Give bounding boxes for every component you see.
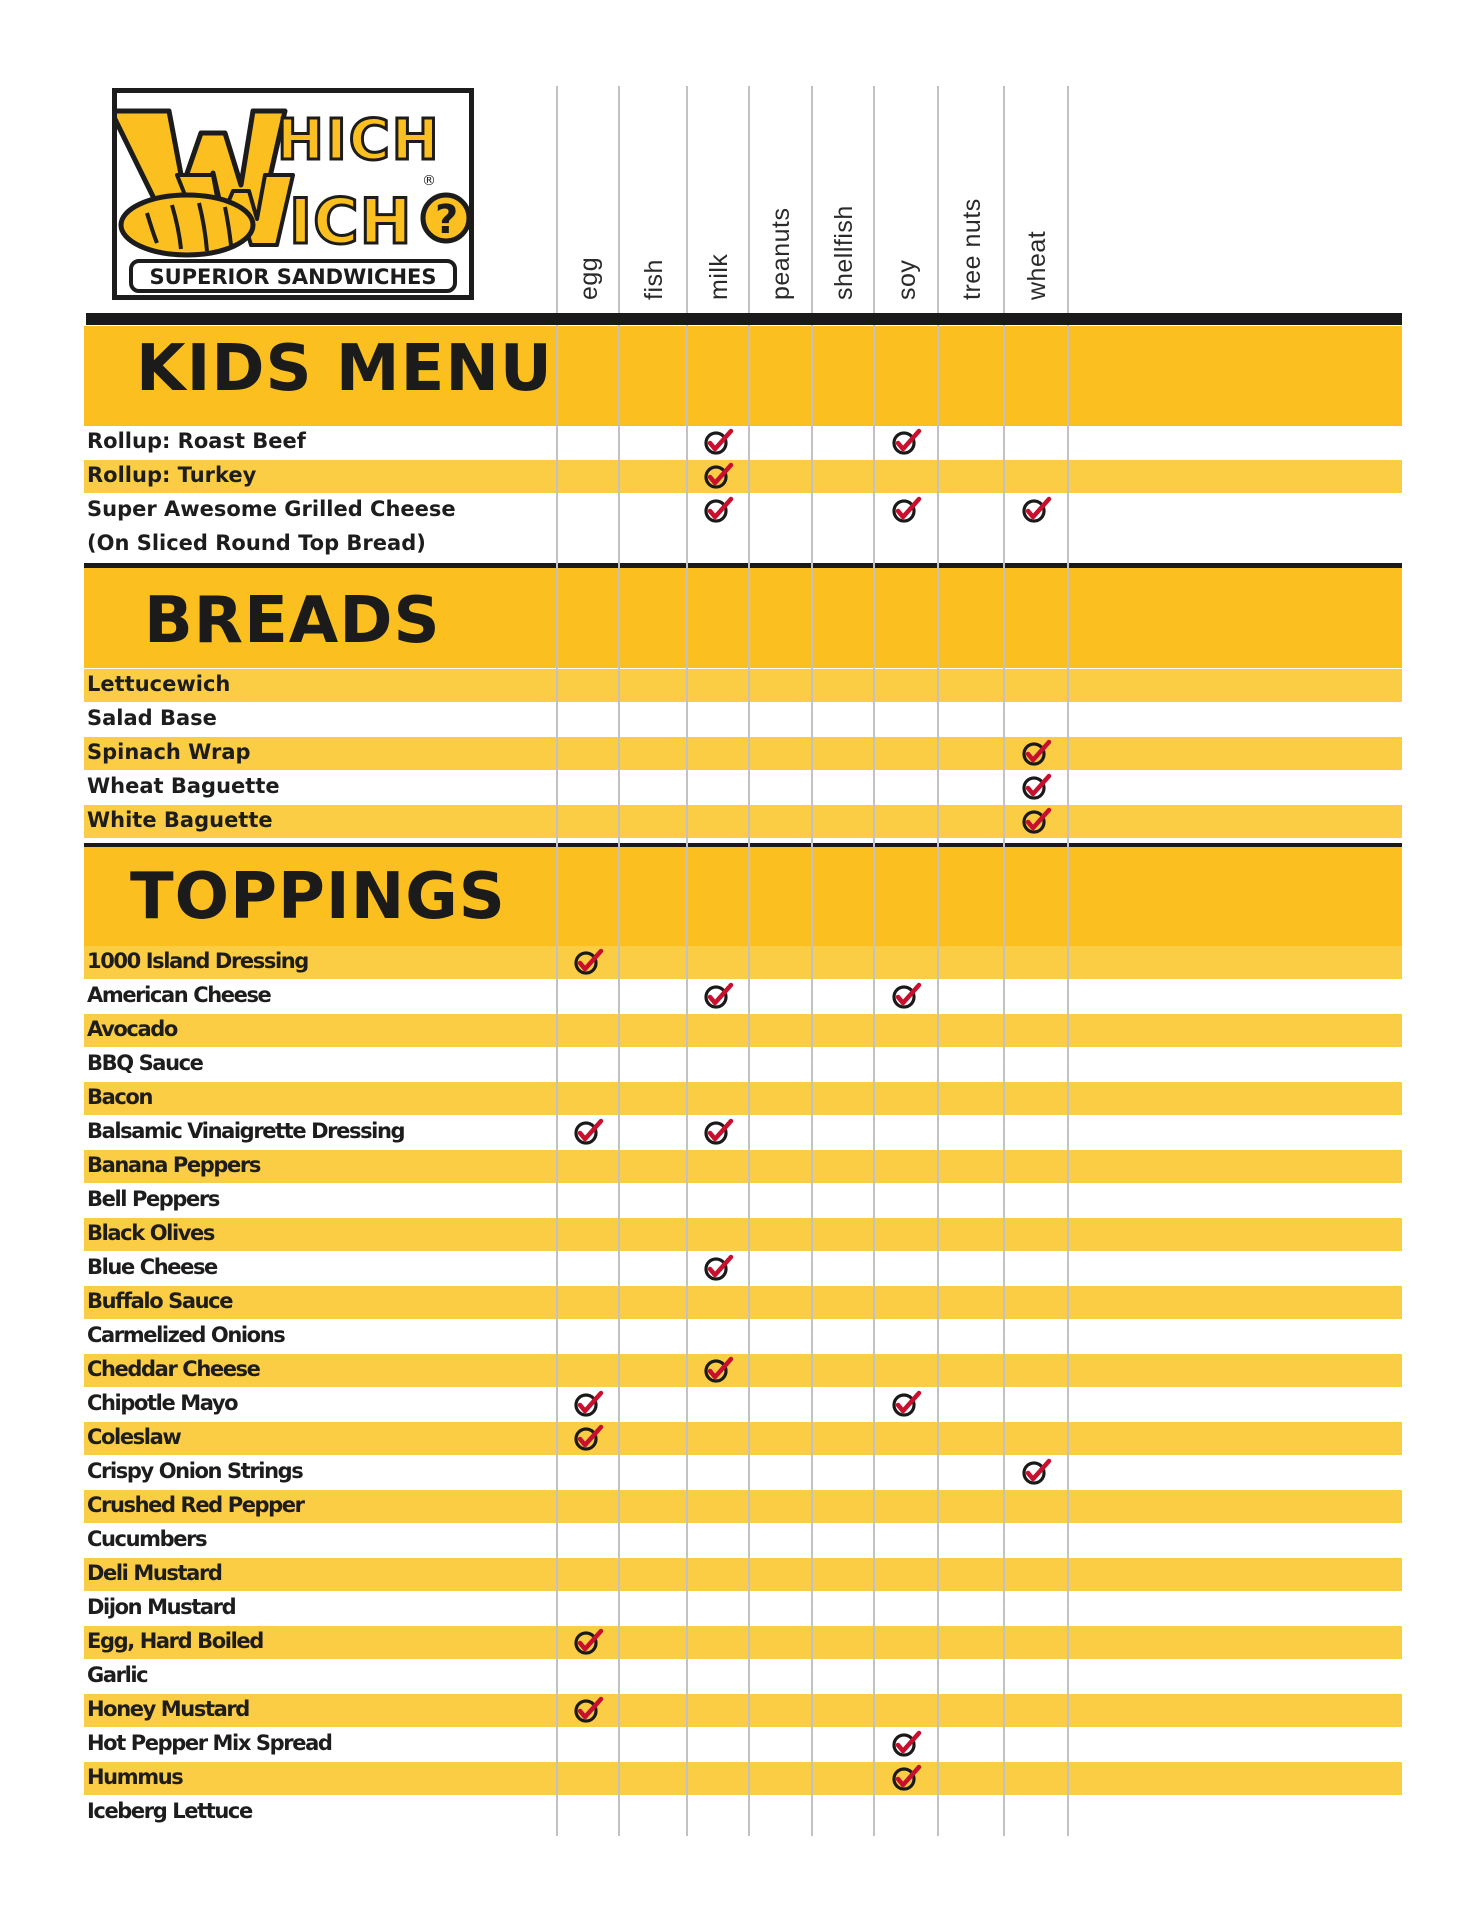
menu-item-label: Coleslaw <box>87 1425 181 1449</box>
row-band <box>84 1286 1402 1319</box>
menu-item-label: Bacon <box>87 1085 153 1109</box>
allergen-check-icon <box>1021 1457 1053 1487</box>
menu-item-label: BBQ Sauce <box>87 1051 203 1075</box>
column-divider <box>748 86 750 1836</box>
section-title: KIDS MENU <box>136 332 553 406</box>
allergen-check-icon <box>1021 772 1053 802</box>
allergen-check-icon <box>891 1763 923 1793</box>
logo-art <box>117 93 469 295</box>
menu-item-label: Buffalo Sauce <box>87 1289 233 1313</box>
row-band <box>84 1082 1402 1115</box>
menu-item-label: Hot Pepper Mix Spread <box>87 1731 332 1755</box>
allergen-header-tree-nuts: tree nuts <box>958 198 986 300</box>
menu-item-label: Iceberg Lettuce <box>87 1799 252 1823</box>
allergen-check-icon <box>891 981 923 1011</box>
allergen-check-icon <box>1021 806 1053 836</box>
allergen-check-icon <box>703 495 735 525</box>
column-divider <box>811 86 813 1836</box>
allergen-header-soy: soy <box>893 259 921 300</box>
allergen-check-icon <box>573 1389 605 1419</box>
allergen-check-icon <box>703 461 735 491</box>
row-band <box>84 1694 1402 1727</box>
column-divider <box>1067 86 1069 1836</box>
allergen-header-egg: egg <box>575 256 603 300</box>
column-divider <box>618 86 620 1836</box>
menu-item-label: Rollup: Turkey <box>87 463 257 487</box>
row-band <box>84 460 1402 493</box>
row-band <box>84 1762 1402 1795</box>
allergen-check-icon <box>891 1389 923 1419</box>
menu-item-sublabel: (On Sliced Round Top Bread) <box>87 531 426 555</box>
menu-item-label: Salad Base <box>87 706 217 730</box>
logo-tagline: SUPERIOR SANDWICHES <box>149 265 437 289</box>
allergen-check-icon <box>703 427 735 457</box>
menu-item-label: American Cheese <box>87 983 271 1007</box>
menu-item-label: Balsamic Vinaigrette Dressing <box>87 1119 405 1143</box>
question-mark: ? <box>435 197 459 243</box>
row-band <box>84 737 1402 770</box>
allergen-check-icon <box>573 1627 605 1657</box>
allergen-check-icon <box>703 981 735 1011</box>
allergen-check-icon <box>573 947 605 977</box>
menu-item-label: Egg, Hard Boiled <box>87 1629 263 1653</box>
menu-item-label: Banana Peppers <box>87 1153 260 1177</box>
allergen-check-icon <box>891 1729 923 1759</box>
column-divider <box>556 86 558 1836</box>
menu-item-label: Cucumbers <box>87 1527 207 1551</box>
logo-text-hich: HICH <box>277 108 441 173</box>
allergen-check-icon <box>891 495 923 525</box>
column-divider <box>937 86 939 1836</box>
menu-item-label: 1000 Island Dressing <box>87 949 308 973</box>
row-band <box>84 1354 1402 1387</box>
menu-item-label: Black Olives <box>87 1221 214 1245</box>
row-band <box>84 1218 1402 1251</box>
allergen-check-icon <box>703 1117 735 1147</box>
menu-item-label: Bell Peppers <box>87 1187 219 1211</box>
menu-item-label: Avocado <box>87 1017 177 1041</box>
row-band <box>84 805 1402 838</box>
allergen-check-icon <box>573 1423 605 1453</box>
menu-item-label: Cheddar Cheese <box>87 1357 260 1381</box>
menu-item-label: Crispy Onion Strings <box>87 1459 303 1483</box>
column-divider <box>686 86 688 1836</box>
menu-item-label: White Baguette <box>87 808 273 832</box>
allergen-check-icon <box>573 1117 605 1147</box>
menu-item-label: Wheat Baguette <box>87 774 280 798</box>
logo-text-ich: ICH <box>289 185 413 258</box>
row-band <box>84 1558 1402 1591</box>
allergen-check-icon <box>1021 738 1053 768</box>
registered-mark: ® <box>422 173 436 189</box>
menu-item-label: Garlic <box>87 1663 148 1687</box>
menu-item-label: Blue Cheese <box>87 1255 217 1279</box>
allergen-check-icon <box>1021 495 1053 525</box>
row-band <box>84 1150 1402 1183</box>
brand-logo <box>112 88 474 300</box>
menu-item-label: Hummus <box>87 1765 183 1789</box>
menu-item-label: Lettucewich <box>87 672 231 696</box>
bread-icon <box>121 195 253 255</box>
row-band <box>84 669 1402 702</box>
allergen-header-peanuts: peanuts <box>767 207 795 300</box>
column-divider <box>1003 86 1005 1836</box>
menu-item-label: Carmelized Onions <box>87 1323 285 1347</box>
allergen-check-icon <box>891 427 923 457</box>
allergen-header-fish: fish <box>640 259 668 300</box>
menu-item-label: Deli Mustard <box>87 1561 222 1585</box>
menu-item-label: Crushed Red Pepper <box>87 1493 304 1517</box>
row-band <box>84 1422 1402 1455</box>
allergen-check-icon <box>573 1695 605 1725</box>
allergen-header-wheat: wheat <box>1023 230 1051 300</box>
menu-item-label: Chipotle Mayo <box>87 1391 238 1415</box>
menu-item-label: Super Awesome Grilled Cheese <box>87 497 456 521</box>
column-divider <box>873 86 875 1836</box>
row-band <box>84 1014 1402 1047</box>
allergen-check-icon <box>703 1355 735 1385</box>
section-title: TOPPINGS <box>130 860 506 934</box>
menu-item-label: Spinach Wrap <box>87 740 251 764</box>
menu-item-label: Rollup: Roast Beef <box>87 429 306 453</box>
allergen-header-shellfish: shellfish <box>830 205 858 300</box>
header-rule <box>86 313 1402 325</box>
allergen-header-milk: milk <box>705 253 733 300</box>
allergen-check-icon <box>703 1253 735 1283</box>
section-title: BREADS <box>144 584 441 658</box>
menu-item-label: Honey Mustard <box>87 1697 249 1721</box>
menu-item-label: Dijon Mustard <box>87 1595 236 1619</box>
row-band <box>84 1626 1402 1659</box>
